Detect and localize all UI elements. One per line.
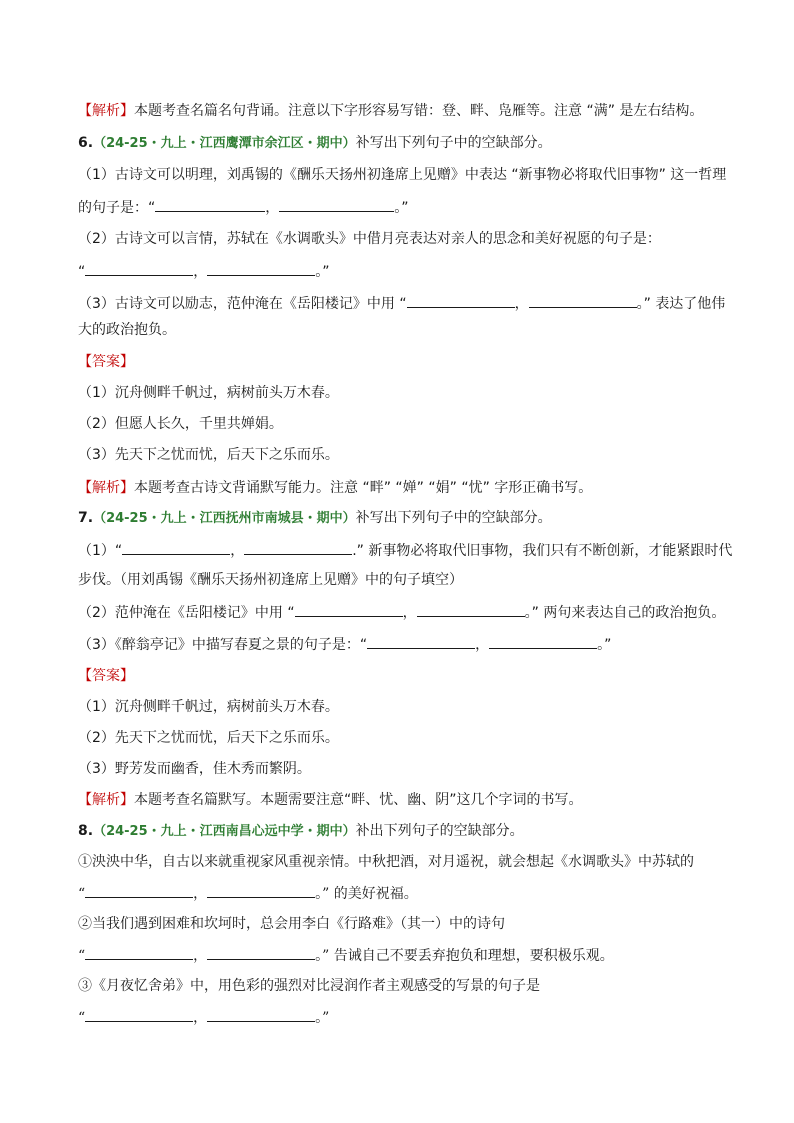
item-text: ②当我们遇到困难和坎坷时，总会用李白《行路难》（其一）中的诗句 [78, 916, 505, 932]
comma: ， [475, 637, 490, 653]
question-source: （24-25・九上・江西鹰潭市余江区・期中） [93, 136, 356, 151]
answer-text: （1）沉舟侧畔千帆过，病树前头万木春。 [78, 385, 339, 401]
q7-header [78, 508, 728, 529]
answer-text: （2）但愿人长久，千里共婵娟。 [78, 416, 283, 432]
q6-item-1-line-2 [78, 197, 728, 218]
item-text: ①泱泱中华，自古以来就重视家风重视亲情。中秋把酒，对月遥祝，就会想起《水调歌头》中苏轼的 [78, 854, 694, 870]
item-text: （1）古诗文可以明理，刘禹锡的《酬乐天扬州初逢席上见赠》中表达 “新事物必将取代旧事物” 这一哲理 [78, 167, 727, 183]
analysis-label: 【解析】 [78, 103, 134, 119]
question-number: 8. [78, 823, 94, 839]
answer-blank[interactable] [207, 261, 315, 276]
q6-item-1-line-1 [78, 165, 728, 185]
q6-item-2-line-1 [78, 229, 728, 249]
q8-item-1-line-1 [78, 852, 728, 872]
comma: ， [230, 543, 245, 559]
answer-text: （1）沉舟侧畔千帆过，病树前头万木春。 [78, 699, 339, 715]
q7-item-3 [78, 634, 728, 655]
q7-item-2 [78, 602, 728, 623]
answer-text: （3）先天下之忧而忧，后天下之乐而乐。 [78, 447, 339, 463]
q7-answer-2 [78, 728, 728, 748]
item-text: （3）古诗文可以励志，范仲淹在《岳阳楼记》中用 “ [78, 296, 407, 312]
q8-item-3-line-2 [78, 1007, 728, 1028]
comma: ， [193, 1010, 208, 1026]
question-stem: 补写出下列句子中的空缺部分。 [355, 135, 552, 151]
period: 。 [315, 886, 323, 902]
analysis-label: 【解析】 [78, 480, 134, 496]
q6-item-3-line-1 [78, 293, 728, 314]
open-quote: “ [78, 948, 86, 964]
period: 。 [636, 296, 644, 312]
close-quote: ” [604, 637, 612, 653]
question-source: （24-25・九上・江西南昌心远中学・期中） [93, 824, 356, 839]
comma: ， [514, 296, 529, 312]
period: 。 [315, 264, 323, 280]
q7-item-1-line-2 [78, 570, 728, 590]
answer-blank[interactable] [85, 1007, 193, 1022]
item-text: ” 告诫自己不要丢弃抱负和理想，要积极乐观。 [322, 948, 614, 964]
item-text: 的句子是：“ [78, 200, 156, 216]
answer-blank[interactable] [295, 602, 403, 617]
item-text: ” 的美好祝福。 [322, 886, 418, 902]
q5-analysis-line [78, 101, 728, 121]
answer-blank[interactable] [207, 883, 315, 898]
q6-answer-1 [78, 383, 728, 403]
answer-blank[interactable] [407, 293, 515, 308]
q6-analysis-line [78, 478, 728, 498]
close-quote: ” [322, 264, 330, 280]
period: 。 [315, 1010, 323, 1026]
item-text: （2）范仲淹在《岳阳楼记》中用 “ [78, 605, 295, 621]
item-text: ” 新事物必将取代旧事物，我们只有不断创新，才能紧跟时代 [356, 543, 733, 559]
comma: ， [193, 886, 208, 902]
item-text: 步伐。（用刘禹锡《酬乐天扬州初逢席上见赠》中的句子填空） [78, 572, 463, 588]
analysis-label: 【解析】 [78, 792, 134, 808]
answer-blank[interactable] [417, 602, 525, 617]
open-quote: “ [78, 264, 86, 280]
period: 。 [315, 948, 323, 964]
answer-text: （3）野芳发而幽香，佳木秀而繁阴。 [78, 761, 311, 777]
q6-item-3-line-2 [78, 320, 728, 340]
q7-answer-label [78, 666, 728, 686]
period: 。 [524, 605, 532, 621]
open-quote: “ [114, 543, 123, 559]
q7-item-1-line-1 [78, 540, 733, 561]
open-quote: “ [78, 1010, 86, 1026]
q6-header [78, 133, 728, 154]
item-text: （3）《醉翁亭记》中描写春夏之景的句子是：“ [78, 637, 368, 653]
comma: ， [402, 605, 417, 621]
comma: ， [193, 264, 208, 280]
period: 。 [394, 200, 402, 216]
close-quote: ” [401, 200, 409, 216]
answer-blank[interactable] [155, 197, 265, 212]
analysis-text: 本题考查名篇名句背诵。注意以下字形容易写错：登、畔、凫雁等。注意 “满” 是左右结构。 [134, 103, 704, 119]
answer-blank[interactable] [367, 634, 475, 649]
comma: ， [193, 948, 208, 964]
q8-header [78, 821, 728, 842]
answer-blank[interactable] [244, 540, 352, 555]
answer-blank[interactable] [489, 634, 597, 649]
item-text: ” 两句来表达自己的政治抱负。 [531, 605, 726, 621]
item-text: （2）古诗文可以言情，苏轼在《水调歌头》中借月亮表达对亲人的思念和美好祝愿的句子是： [78, 231, 661, 247]
q8-item-3-line-1 [78, 976, 728, 996]
answer-label: 【答案】 [78, 354, 134, 370]
answer-blank[interactable] [529, 293, 637, 308]
q7-answer-3 [78, 759, 728, 779]
comma: ， [265, 200, 280, 216]
q8-item-2-line-2 [78, 945, 728, 966]
item-text: 大的政治抱负。 [78, 322, 176, 338]
q6-answer-3 [78, 445, 728, 465]
period: 。 [597, 637, 605, 653]
q7-analysis-line [78, 790, 728, 810]
analysis-text: 本题考查名篇默写。本题需要注意“畔、忧、幽、阴”这几个字词的书写。 [134, 792, 583, 808]
question-source: （24-25・九上・江西抚州市南城县・期中） [93, 511, 356, 526]
q8-item-1-line-2 [78, 883, 728, 904]
answer-label: 【答案】 [78, 668, 134, 684]
answer-blank[interactable] [279, 197, 394, 212]
item-text: ③《月夜忆舍弟》中，用色彩的强烈对比浸润作者主观感受的写景的句子是 [78, 978, 540, 994]
question-number: 7. [78, 510, 94, 526]
answer-blank[interactable] [85, 945, 193, 960]
answer-blank[interactable] [85, 261, 193, 276]
question-stem: 补出下列句子的空缺部分。 [355, 823, 524, 839]
analysis-text: 本题考查古诗文背诵默写能力。注意 “畔” “婵” “娟” “忧” 字形正确书写。 [134, 480, 593, 496]
period: . [352, 543, 357, 559]
answer-blank[interactable] [207, 945, 315, 960]
answer-blank[interactable] [207, 1007, 315, 1022]
question-number: 6. [78, 135, 94, 151]
q8-item-2-line-1 [78, 914, 728, 934]
item-text: （1） [78, 543, 115, 559]
q6-answer-2 [78, 414, 728, 434]
q7-answer-1 [78, 697, 728, 717]
answer-text: （2）先天下之忧而忧，后天下之乐而乐。 [78, 730, 339, 746]
answer-blank[interactable] [85, 883, 193, 898]
q6-item-2-line-2 [78, 261, 728, 282]
close-quote: ” [322, 1010, 330, 1026]
question-stem: 补写出下列句子中的空缺部分。 [355, 510, 552, 526]
item-text: ” 表达了他伟 [643, 296, 726, 312]
q6-answer-label [78, 352, 728, 372]
answer-blank[interactable] [122, 540, 230, 555]
open-quote: “ [78, 886, 86, 902]
